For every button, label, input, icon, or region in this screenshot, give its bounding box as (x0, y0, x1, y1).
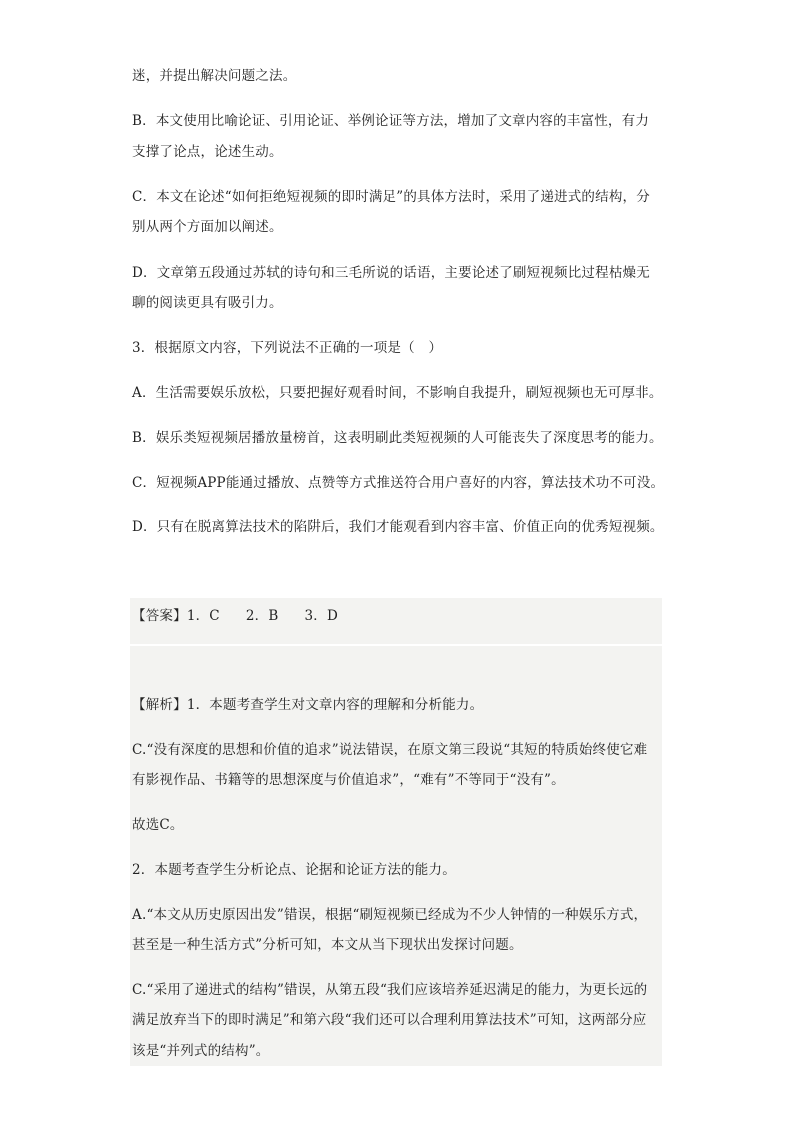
answer-2: 2．B (245, 608, 279, 624)
option-c-line-2: 别从两个方面加以阐述。 (132, 219, 283, 235)
question-3-stem: 3．根据原文内容，下列说法不正确的一项是（ ） (132, 340, 443, 356)
analysis-intro (132, 696, 483, 714)
option-b-line-1: B．本文使用比喻论证、引用论证、举例论证等方法，增加了文章内容的丰富性，有力 (132, 113, 650, 129)
analysis-p2-line-2: 有影视作品、书籍等的思想深度与价值追求”，“难有”不等同于“没有”。 (132, 772, 565, 788)
analysis-p5-line-2: 甚至是一种生活方式”分析可知，本文从当下现状出发探讨问题。 (132, 937, 523, 953)
option-a-continuation: 迷，并提出解决问题之法。 (132, 68, 297, 84)
analysis-p5-line-1: A.“本文从历史原因出发”错误，根据“刷短视频已经成为不少人钟情的一种娱乐方式， (132, 907, 648, 923)
question-3-option-a: A．生活需要娱乐放松，只要把握好观看时间，不影响自我提升，刷短视频也无可厚非。 (132, 385, 663, 401)
answer-3: 3．D (304, 608, 338, 624)
answer-line (132, 607, 338, 625)
question-3-option-b: B．娱乐类短视频居播放量榜首，这表明刷此类短视频的人可能丧失了深度思考的能力。 (132, 430, 663, 446)
answer-1: 1．C (186, 608, 220, 624)
analysis-p1: 1．本题考查学生对文章内容的理解和分析能力。 (186, 697, 484, 713)
analysis-label: 【解析】 (132, 697, 187, 713)
option-c-line-1: C．本文在论述“如何拒绝短视频的即时满足”的具体方法时，采用了递进式的结构，分 (132, 189, 650, 205)
analysis-p6-line-1: C.“采用了递进式的结构”错误，从第五段“我们应该培养延迟满足的能力，为更长远的 (132, 982, 648, 998)
analysis-p4: 2．本题考查学生分析论点、论据和论证方法的能力。 (132, 862, 456, 878)
option-d-line-2: 聊的阅读更具有吸引力。 (132, 295, 283, 311)
analysis-p3: 故选C。 (132, 817, 184, 833)
question-3-option-d: D．只有在脱离算法技术的陷阱后，我们才能观看到内容丰富、价值正向的优秀短视频。 (132, 519, 664, 535)
question-3-option-c: C．短视频APP能通过播放、点赞等方式推送符合用户喜好的内容，算法技术功不可没。 (132, 475, 665, 491)
analysis-p2-line-1: C.“没有深度的思想和价值的追求”说法错误，在原文第三段说“其短的特质始终使它难 (132, 742, 648, 758)
answer-label: 【答案】 (132, 608, 187, 624)
option-d-line-1: D．文章第五段通过苏轼的诗句和三毛所说的话语，主要论述了刷短视频比过程枯燥无 (132, 265, 650, 281)
option-b-line-2: 支撑了论点，论述生动。 (132, 144, 283, 160)
analysis-p6-line-2: 满足放弃当下的即时满足”和第六段“我们还可以合理利用算法技术”可知，这两部分应 (132, 1012, 647, 1028)
analysis-p6-line-3: 该是“并列式的结构”。 (132, 1043, 270, 1059)
